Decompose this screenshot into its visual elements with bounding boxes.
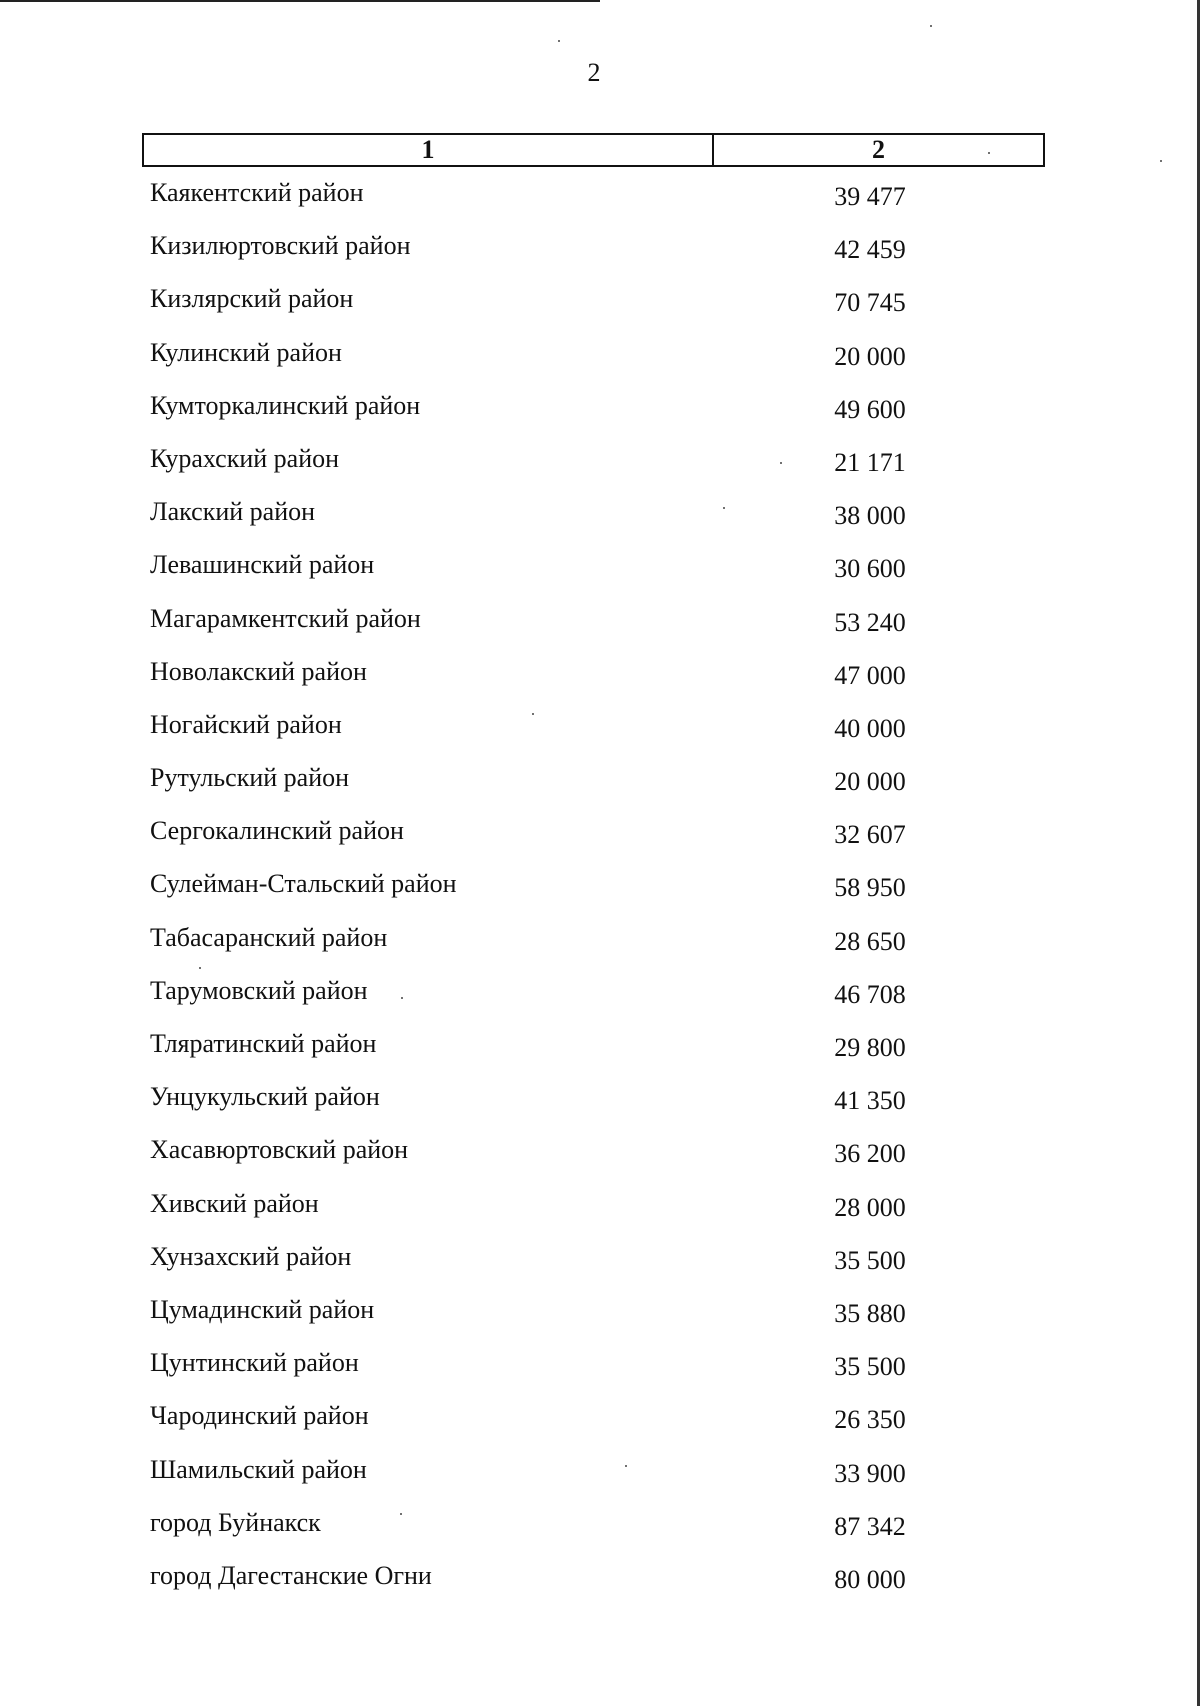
district-name: Ногайский район bbox=[150, 709, 342, 739]
table-row bbox=[0, 1397, 1200, 1450]
table-row bbox=[0, 1078, 1200, 1131]
district-value: 28 650 bbox=[834, 926, 906, 956]
district-name: Кизилюртовский район bbox=[150, 231, 411, 261]
district-value: 35 500 bbox=[834, 1352, 906, 1382]
table-row bbox=[0, 174, 1200, 227]
table-row bbox=[0, 334, 1200, 387]
district-name: Кизлярский район bbox=[150, 284, 354, 314]
district-name: Сулейман-Стальский район bbox=[150, 869, 457, 899]
district-value: 53 240 bbox=[834, 607, 906, 637]
scan-speck bbox=[930, 25, 932, 27]
district-name: Рутульский район bbox=[150, 763, 350, 793]
district-name: Левашинский район bbox=[150, 550, 375, 580]
district-name: Хивский район bbox=[150, 1188, 319, 1218]
district-value: 26 350 bbox=[834, 1405, 906, 1435]
table-row bbox=[0, 280, 1200, 333]
district-value: 20 000 bbox=[834, 341, 906, 371]
district-value: 49 600 bbox=[834, 394, 906, 424]
table-row bbox=[0, 812, 1200, 865]
table-row bbox=[0, 1238, 1200, 1291]
table-row bbox=[0, 865, 1200, 918]
district-name: Каякентский район bbox=[150, 178, 364, 207]
district-value: 40 000 bbox=[834, 713, 906, 743]
district-name: Курахский район bbox=[150, 443, 340, 473]
scan-speck bbox=[558, 40, 560, 42]
district-name: Магарамкентский район bbox=[150, 603, 421, 633]
district-value: 47 000 bbox=[834, 660, 906, 690]
table-row bbox=[0, 1557, 1200, 1610]
table-row bbox=[0, 600, 1200, 653]
table-body bbox=[0, 174, 1200, 1610]
district-value: 21 171 bbox=[834, 447, 906, 477]
scan-edge-top bbox=[0, 0, 600, 2]
district-name: город Буйнакск bbox=[150, 1507, 321, 1537]
table-row bbox=[0, 1185, 1200, 1238]
district-name: Шамильский район bbox=[150, 1454, 367, 1484]
table-row bbox=[0, 1504, 1200, 1557]
district-value: 36 200 bbox=[834, 1139, 906, 1169]
district-value: 20 000 bbox=[834, 767, 906, 797]
district-value: 28 000 bbox=[834, 1192, 906, 1222]
page-number: 2 bbox=[587, 58, 601, 87]
district-name: Кумторкалинский район bbox=[150, 390, 421, 420]
district-value: 41 350 bbox=[834, 1086, 906, 1116]
table-header bbox=[142, 133, 1045, 167]
table-row bbox=[0, 972, 1200, 1025]
district-value: 35 500 bbox=[834, 1245, 906, 1275]
district-value: 35 880 bbox=[834, 1298, 906, 1328]
district-name: Кулинский район bbox=[150, 337, 342, 367]
table-row bbox=[0, 919, 1200, 972]
district-name: Тарумовский район bbox=[150, 975, 368, 1005]
district-name: город Дагестанские Огни bbox=[150, 1560, 432, 1590]
district-name: Новолакский район bbox=[150, 656, 367, 686]
district-name: Цунтинский район bbox=[150, 1348, 359, 1378]
district-value: 32 607 bbox=[834, 820, 906, 850]
district-value: 39 477 bbox=[834, 182, 906, 211]
table-row bbox=[0, 1025, 1200, 1078]
table-row bbox=[0, 546, 1200, 599]
table-row bbox=[0, 1451, 1200, 1504]
district-value: 38 000 bbox=[834, 501, 906, 531]
district-value: 80 000 bbox=[834, 1564, 906, 1594]
table-row bbox=[0, 387, 1200, 440]
table-row bbox=[0, 653, 1200, 706]
district-value: 87 342 bbox=[834, 1511, 906, 1541]
district-name: Сергокалинский район bbox=[150, 816, 404, 846]
table-row bbox=[0, 1291, 1200, 1344]
table-row bbox=[0, 227, 1200, 280]
table-row bbox=[0, 493, 1200, 546]
district-value: 58 950 bbox=[834, 873, 906, 903]
table-row bbox=[0, 1344, 1200, 1397]
table-row bbox=[0, 706, 1200, 759]
district-name: Хунзахский район bbox=[150, 1241, 352, 1271]
district-name: Тляратинский район bbox=[150, 1029, 377, 1058]
table-row bbox=[0, 440, 1200, 493]
district-name: Хасавюртовский район bbox=[150, 1135, 409, 1165]
table-row bbox=[0, 1131, 1200, 1184]
column-header-2: 2 bbox=[872, 135, 885, 164]
district-value: 29 800 bbox=[834, 1033, 906, 1062]
district-value: 42 459 bbox=[834, 235, 906, 265]
district-value: 30 600 bbox=[834, 554, 906, 584]
district-name: Лакский район bbox=[150, 497, 316, 527]
district-name: Табасаранский район bbox=[150, 922, 388, 952]
district-value: 70 745 bbox=[834, 288, 906, 318]
district-name: Цумадинский район bbox=[150, 1294, 375, 1324]
column-header-1: 1 bbox=[144, 135, 714, 165]
district-name: Унцукульский район bbox=[150, 1082, 380, 1112]
table-row bbox=[0, 759, 1200, 812]
district-value: 33 900 bbox=[834, 1458, 906, 1488]
district-value: 46 708 bbox=[834, 979, 906, 1009]
scan-speck bbox=[1160, 160, 1162, 162]
district-name: Чародинский район bbox=[150, 1401, 369, 1431]
